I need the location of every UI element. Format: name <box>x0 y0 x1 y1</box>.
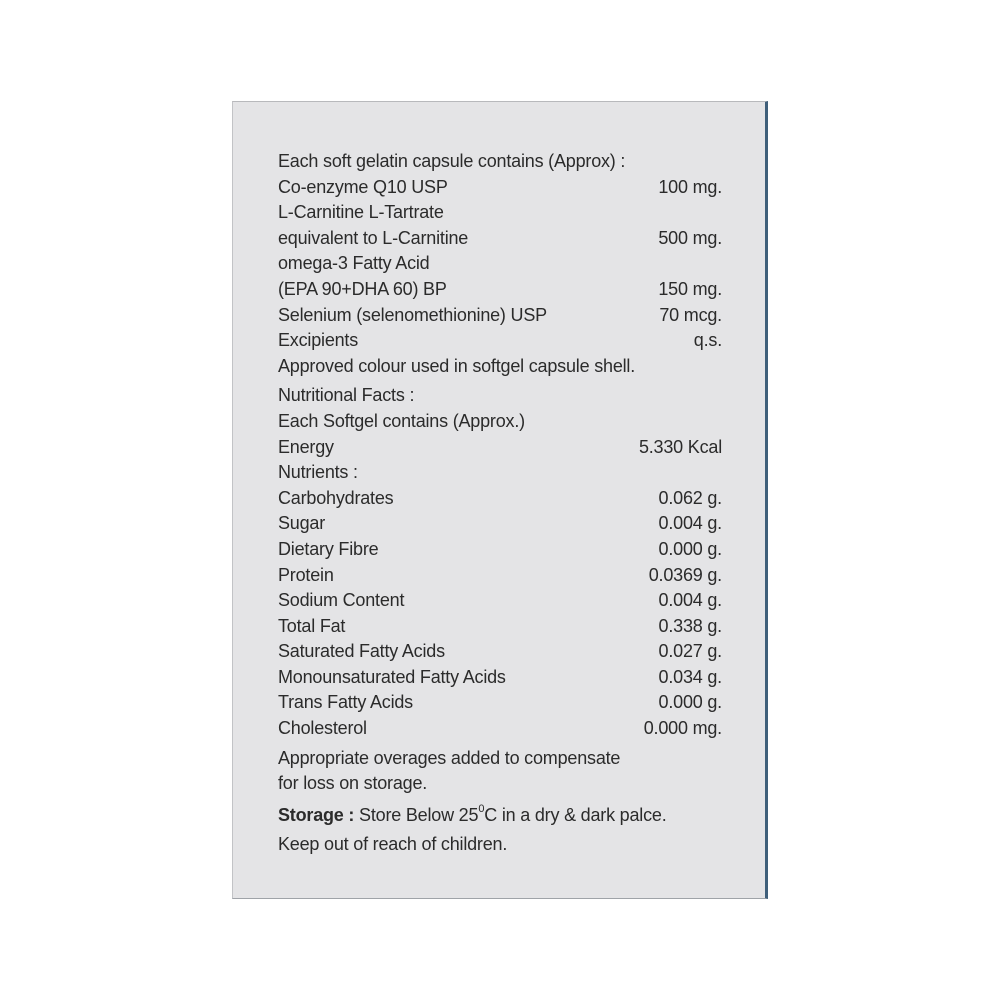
composition-row <box>278 251 722 277</box>
nutrient-amount: 0.000 mg. <box>643 718 722 739</box>
label-panel <box>232 101 768 899</box>
nutrient-row <box>278 690 722 716</box>
degree-symbol: 0 <box>478 802 485 815</box>
storage-text: Store Below $25^0C$ in a dry & dark palce. <box>359 802 667 825</box>
nutrition-subheading: Each Softgel contains (Approx.) <box>278 410 525 431</box>
ingredient-name: equivalent to L-Carnitine <box>278 227 469 248</box>
composition-row <box>278 277 722 303</box>
energy-row <box>278 435 722 461</box>
composition-row <box>278 200 722 226</box>
nutrient-amount: 5.330 Kcal <box>638 436 722 457</box>
ingredient-name: Selenium (selenomethionine) USP <box>278 304 547 325</box>
nutrient-amount: 0.000 g. <box>658 692 722 713</box>
nutrient-name: Saturated Fatty Acids <box>278 641 445 662</box>
nutrient-amount: 0.004 g. <box>658 590 722 611</box>
nutrient-name: Sodium Content <box>278 590 405 611</box>
ingredient-amount: q.s. <box>693 330 722 351</box>
nutrient-row <box>278 563 722 589</box>
composition-row <box>278 175 722 201</box>
nutrient-name: Dietary Fibre <box>278 538 379 559</box>
ingredient-name: omega-3 Fatty Acid <box>278 253 430 274</box>
nutrient-row <box>278 486 722 512</box>
nutrient-row <box>278 639 722 665</box>
label-text <box>278 149 722 858</box>
nutrient-name: Total Fat <box>278 615 346 636</box>
nutrient-name: Protein <box>278 564 334 585</box>
ingredient-name: Co-enzyme Q10 USP <box>278 176 448 197</box>
nutrient-name: Sugar <box>278 513 326 534</box>
nutrient-row <box>278 614 722 640</box>
composition-list <box>278 175 722 354</box>
nutrition-heading: Nutritional Facts : <box>278 385 415 406</box>
nutrient-amount: 0.000 g. <box>658 538 722 559</box>
ingredient-name: L-Carnitine L-Tartrate <box>278 202 444 223</box>
nutrient-amount: 0.034 g. <box>658 666 722 687</box>
ingredient-amount: 150 mg. <box>658 278 722 299</box>
nutrient-amount: 0.062 g. <box>658 487 722 508</box>
nutrient-row <box>278 665 722 691</box>
ingredient-amount: 100 mg. <box>658 176 722 197</box>
nutrient-amount: 0.004 g. <box>658 513 722 534</box>
ingredient-name: (EPA 90+DHA 60) BP <box>278 278 447 299</box>
storage-label: Storage : <box>278 804 355 825</box>
nutrients-heading: Nutrients : <box>278 462 358 483</box>
nutrient-amount: 0.0369 g. <box>648 564 722 585</box>
nutrient-name: Trans Fatty Acids <box>278 692 413 713</box>
child-warning: Keep out of reach of children. <box>278 834 508 855</box>
nutrient-amount: 0.027 g. <box>658 641 722 662</box>
composition-row <box>278 303 722 329</box>
ingredient-amount: 500 mg. <box>658 227 722 248</box>
nutrient-amount: 0.338 g. <box>658 615 722 636</box>
nutrient-row <box>278 537 722 563</box>
composition-heading: Each soft gelatin capsule contains (Approx) : <box>278 151 626 171</box>
ingredient-name: Excipients <box>278 330 359 351</box>
nutrient-name: Carbohydrates <box>278 487 394 508</box>
storage-line <box>278 803 722 829</box>
overage-note: Appropriate overages added to compensate for loss on storage. <box>278 747 621 794</box>
nutrient-list <box>278 486 722 742</box>
composition-row <box>278 226 722 252</box>
nutrient-row <box>278 588 722 614</box>
nutrient-name: Cholesterol <box>278 718 367 739</box>
colour-note: Approved colour used in softgel capsule shell. <box>278 355 636 376</box>
composition-row <box>278 328 722 354</box>
nutrient-row <box>278 511 722 537</box>
nutrient-name: Energy <box>278 436 334 457</box>
ingredient-amount: 70 mcg. <box>659 304 722 325</box>
nutrient-row <box>278 716 722 742</box>
nutrient-name: Monounsaturated Fatty Acids <box>278 666 506 687</box>
